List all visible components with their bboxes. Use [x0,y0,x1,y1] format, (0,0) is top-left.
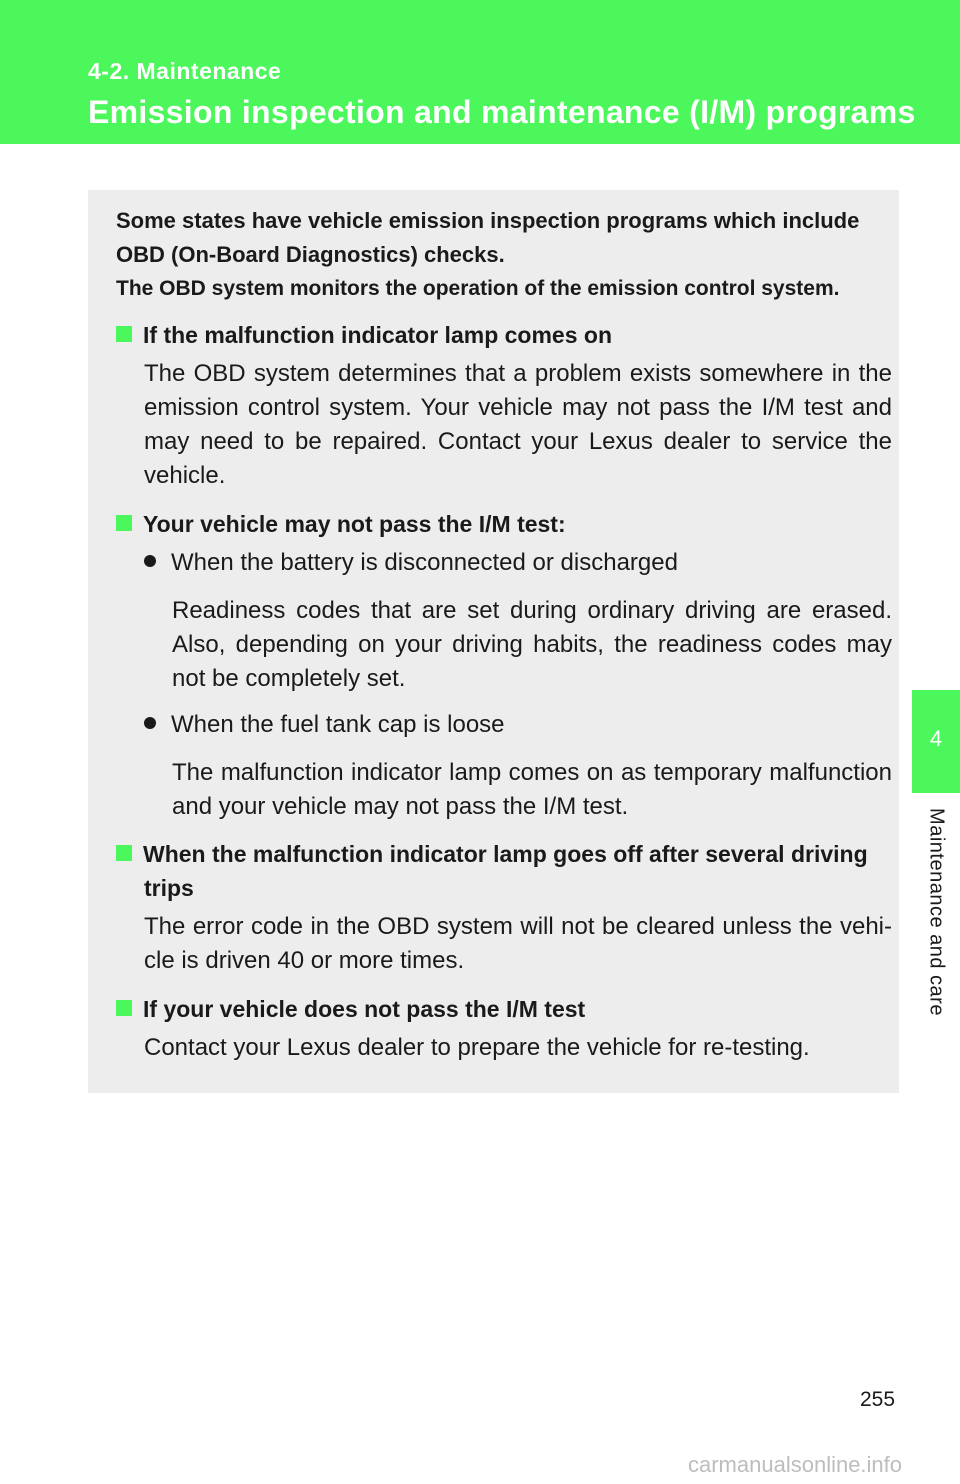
round-bullet-icon [144,555,156,567]
bullet-title: When the fuel tank cap is loose [171,711,505,738]
intro-line-2: The OBD system monitors the operation of the emission control system. [116,277,840,300]
square-bullet-icon [116,1000,132,1016]
section-text-mil: The OBD system determines that a problem exists somewhere in the emission control system. Your vehicle may not pass the I/M test and may need to be repaired. Contact your Lexus dealer to service the vehicle. [144,360,892,489]
section-text-not-pass: Contact your Lexus dealer to prepare the vehicle for re-testing. [144,1034,810,1061]
section-label: 4-2. Maintenance [88,58,282,84]
section-text-lamp-off: The error code in the OBD system will not be cleared unless the vehi-cle is driven 40 or more times. [144,913,892,974]
bullet-fuel-cap-text: The malfunction indicator lamp comes on as temporary malfunction and your vehicle may not pass the I/M test. [172,759,892,820]
square-bullet-icon [116,515,132,531]
heading-text: If the malfunction indicator lamp comes on [143,322,612,348]
content-box [88,190,899,1093]
chapter-tab[interactable] [912,690,960,793]
page-number: 255 [860,1388,896,1411]
heading-text: If your vehicle does not pass the I/M test [143,996,586,1022]
header-bar [0,0,960,144]
chapter-label: Maintenance and care [925,808,948,1016]
intro-line-1: Some states have vehicle emission inspection programs which include OBD (On-Board Diagnostics) checks. [116,208,860,267]
bullet-battery [144,546,892,580]
intro [116,204,892,306]
square-bullet-icon [116,326,132,342]
watermark: carmanualsonline.info [688,1452,903,1477]
page-title: Emission inspection and maintenance (I/M) programs [88,94,916,130]
square-bullet-icon [116,845,132,861]
heading-text: Your vehicle may not pass the I/M test: [143,511,566,537]
bullet-title: When the battery is disconnected or discharged [171,549,678,576]
heading-text-line-1: When the malfunction indicator lamp goes off after several driving [143,841,868,867]
bullet-battery-text: Readiness codes that are set during ordinary driving are erased. Also, depending on your driving habits, the readiness codes may not be completely set. [172,597,892,692]
section-heading-lamp-off [116,837,892,905]
section-heading-not-pass [116,992,892,1026]
bullet-fuel-cap [144,708,892,742]
heading-text-line-2: trips [144,875,194,901]
chapter-number: 4 [929,726,943,751]
section-heading-im-test [116,507,892,541]
round-bullet-icon [144,717,156,729]
section-heading-mil [116,318,892,352]
